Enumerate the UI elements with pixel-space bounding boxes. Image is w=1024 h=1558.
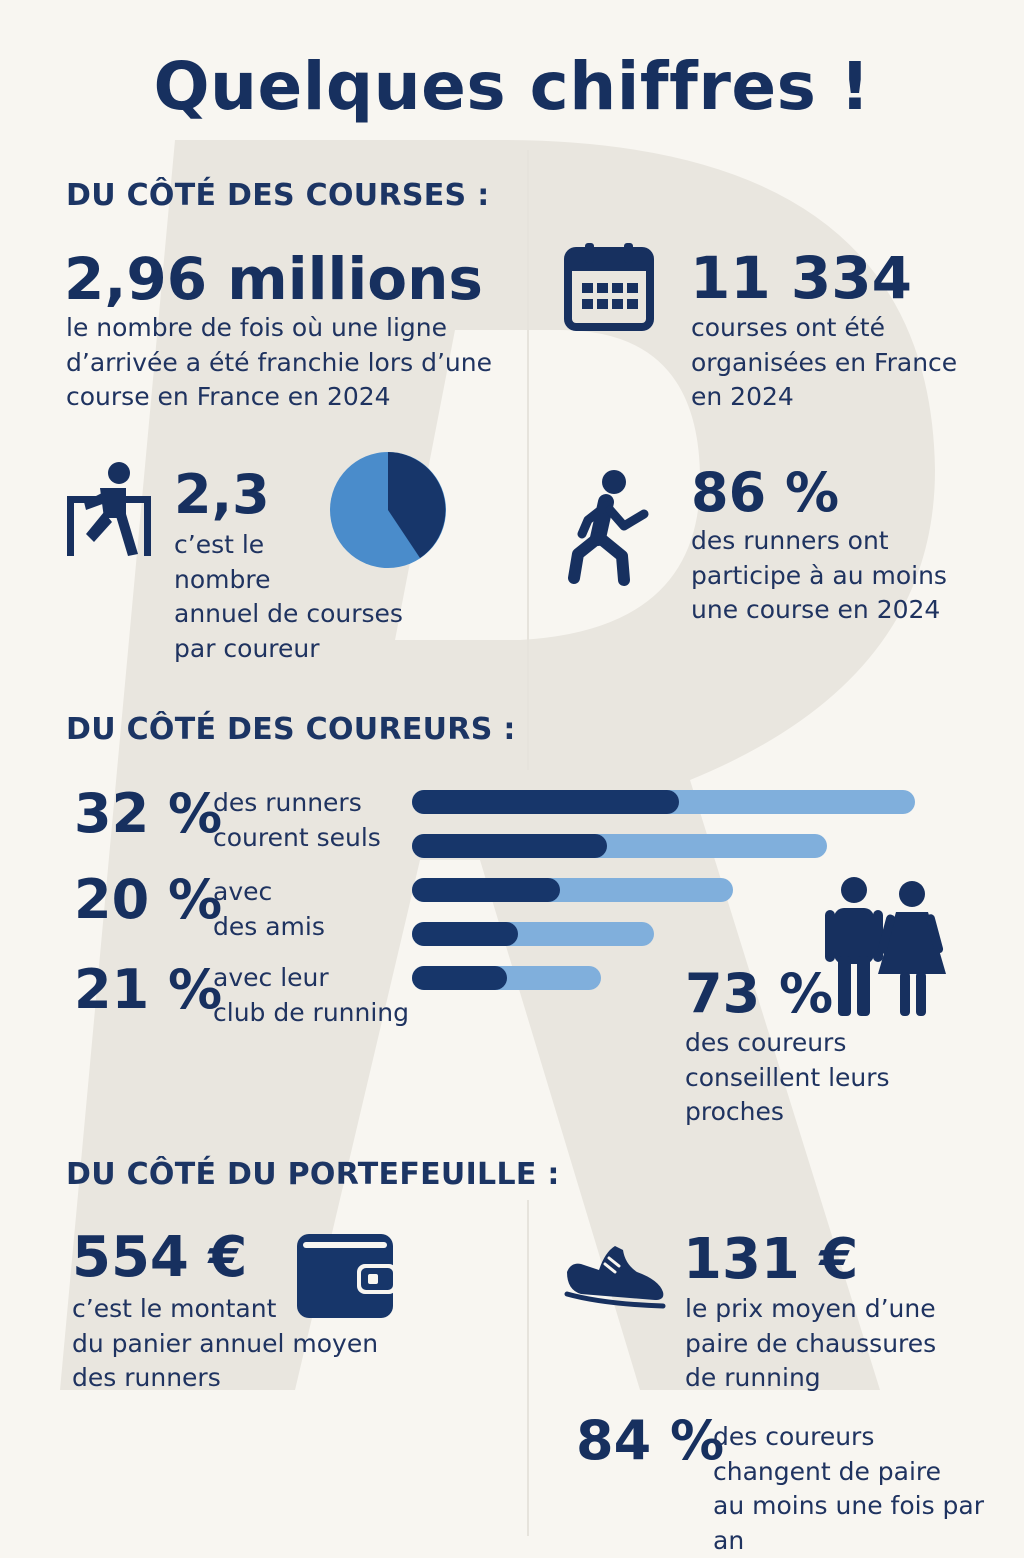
stat-races-value: 11 334 <box>690 244 912 312</box>
progress-bar <box>412 834 827 858</box>
section-heading-wallet: DU CÔTÉ DU PORTEFEUILLE : <box>66 1157 560 1192</box>
column-divider <box>527 150 529 770</box>
stat-club-value: 21 % <box>74 958 223 1021</box>
stat-alone-text: des runners courent seuls <box>213 788 381 852</box>
running-person-icon <box>568 468 652 588</box>
stat-participation-value: 86 % <box>691 461 840 524</box>
stat-alone-value: 32 % <box>74 782 223 845</box>
progress-bar-fill <box>412 834 607 858</box>
stat-friends-text: avec des amis <box>213 877 325 941</box>
stat-finishes-value: 2,96 millions <box>64 245 483 313</box>
couple-icon <box>824 876 948 1018</box>
hurdle-runner-icon <box>64 460 154 560</box>
pie-chart-icon <box>328 450 448 570</box>
stat-recommend-value: 73 % <box>685 962 834 1025</box>
stat-shoes-text: le prix moyen d’une paire de chaussures de running <box>685 1294 937 1392</box>
running-shoe-icon <box>563 1242 667 1310</box>
calendar-icon <box>563 241 655 333</box>
stat-recommend-text: des coureurs conseillent leurs proches <box>685 1028 890 1126</box>
progress-bar <box>412 966 601 990</box>
stat-finishes-text: le nombre de fois où une ligne d’arrivée a été franchie lors d’une course en France en 2024 <box>66 313 492 411</box>
section-heading-courses: DU CÔTÉ DES COURSES : <box>66 178 490 213</box>
stat-change-value: 84 % <box>576 1409 725 1472</box>
progress-bar <box>412 878 733 902</box>
column-divider <box>527 1200 529 1536</box>
progress-bar-fill <box>412 922 518 946</box>
wallet-icon <box>295 1228 399 1320</box>
progress-bar-fill <box>412 966 507 990</box>
stat-friends-value: 20 % <box>74 868 223 931</box>
stat-races-text: courses ont été organisées en France en 2024 <box>691 313 958 411</box>
stat-change-text: des coureurs changent de paire au moins une fois par an <box>713 1422 985 1555</box>
page-title: Quelques chiffres ! <box>153 48 871 125</box>
stat-per-runner-value: 2,3 <box>174 463 270 526</box>
section-heading-runners: DU CÔTÉ DES COUREURS : <box>66 712 516 747</box>
stat-participation-text: des runners ont participe à au moins une course en 2024 <box>691 526 947 624</box>
stat-shoes-value: 131 € <box>683 1227 859 1292</box>
stat-basket-text: c’est le montant du panier annuel moyen des runners <box>72 1294 379 1392</box>
progress-bar-fill <box>412 878 560 902</box>
progress-bar-fill <box>412 790 679 814</box>
stat-club-text: avec leur club de running <box>213 963 410 1027</box>
progress-bar <box>412 922 654 946</box>
progress-bar <box>412 790 915 814</box>
stat-per-runner-text: c’est le nombre annuel de courses par coureur <box>174 530 403 663</box>
stat-basket-value: 554 € <box>72 1225 248 1290</box>
